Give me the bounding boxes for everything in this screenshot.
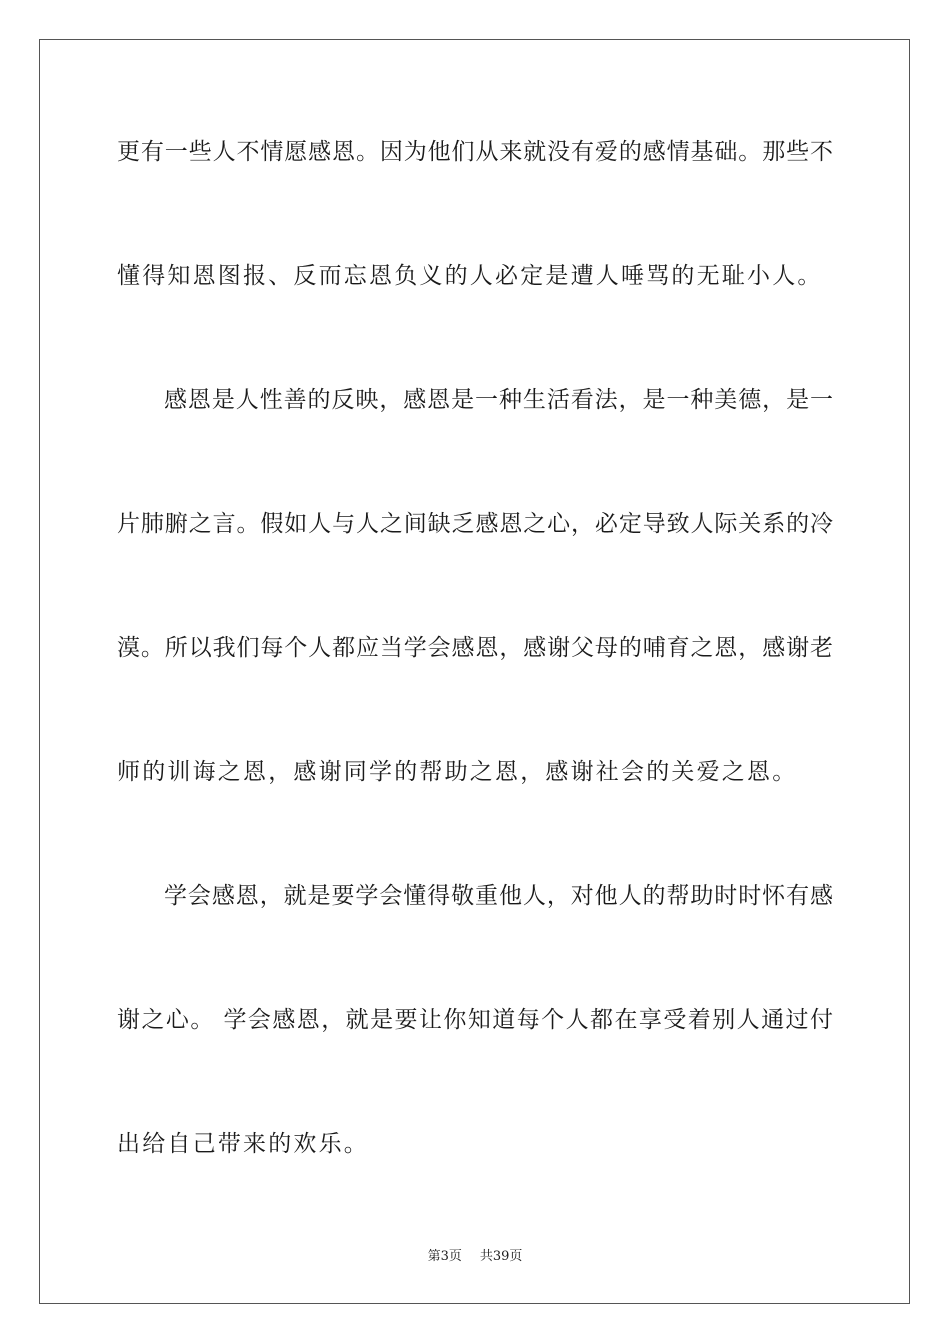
text-line: 更有一些人不情愿感恩。因为他们从来就没有爱的感情基础。那些不	[117, 139, 833, 165]
text-line: 懂得知恩图报、反而忘恩负义的人必定是遭人唾骂的无耻小人。	[117, 263, 823, 289]
text-line: 学会感恩，就是要学会懂得敬重他人，对他人的帮助时时怀有感	[164, 883, 833, 909]
page-frame	[39, 39, 910, 1304]
page-footer	[0, 1248, 950, 1266]
text-line: 师的训诲之恩，感谢同学的帮助之恩，感谢社会的关爱之恩。	[117, 759, 798, 785]
text-line: 片肺腑之言。假如人与人之间缺乏感恩之心，必定导致人际关系的冷	[117, 511, 833, 537]
text-line: 感恩是人性善的反映，感恩是一种生活看法，是一种美德，是一	[164, 387, 833, 413]
text-line: 出给自己带来的欢乐。	[117, 1131, 369, 1157]
text-line: 漠。所以我们每个人都应当学会感恩，感谢父母的哺育之恩，感谢老	[117, 635, 833, 661]
page-number: 第3页	[427, 1249, 462, 1264]
text-line: 谢之心。 学会感恩，就是要让你知道每个人都在享受着别人通过付	[117, 1007, 833, 1033]
page-total: 共39页	[479, 1249, 523, 1264]
